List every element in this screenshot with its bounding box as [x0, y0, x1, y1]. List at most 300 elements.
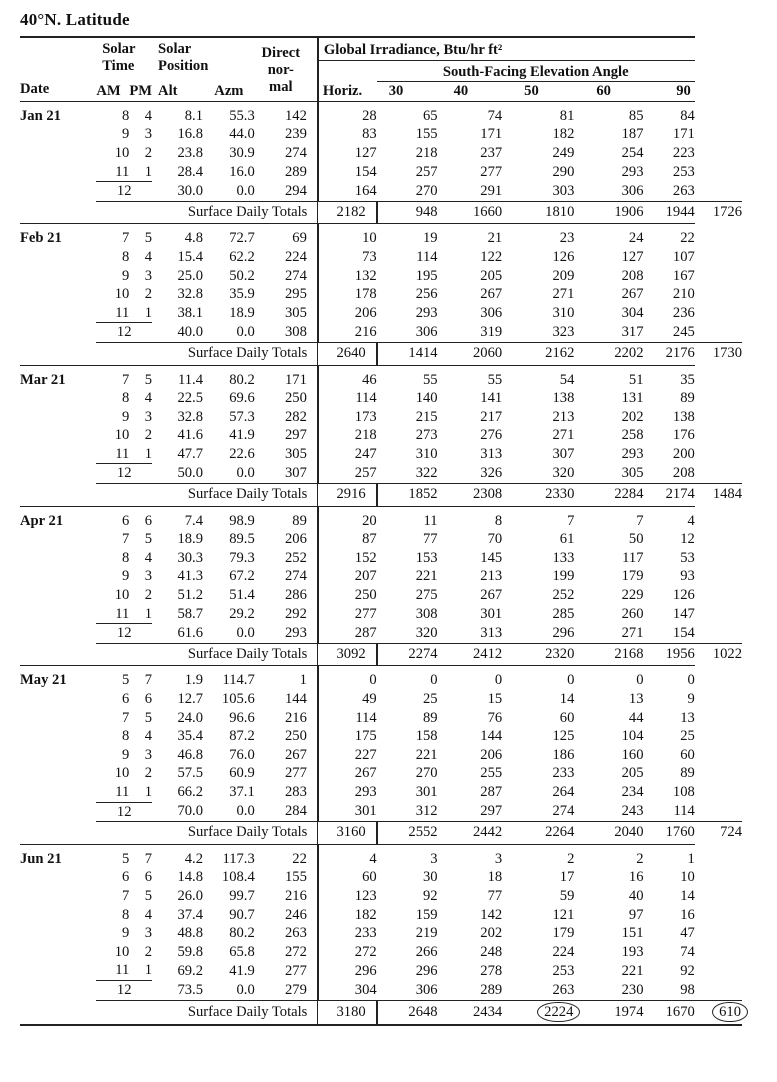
- value-cell: 114: [416, 248, 438, 265]
- total-value-cell: [695, 822, 742, 845]
- date-cell-empty: [20, 567, 96, 586]
- solar-irradiance-table: [20, 36, 742, 1026]
- value-cell: 22: [644, 224, 695, 248]
- value-cell: 90.7: [229, 906, 255, 923]
- value-cell: 53: [680, 549, 695, 566]
- value-cell: 60.9: [229, 765, 255, 782]
- table-row: [20, 125, 742, 144]
- value-cell: 0.0: [236, 182, 255, 199]
- value-cell: 171: [255, 365, 318, 389]
- date-cell-empty: [20, 822, 96, 845]
- value-cell: 19: [377, 224, 438, 248]
- table-row-totals: [20, 484, 742, 507]
- total-value-cell: [574, 201, 643, 224]
- value-cell: 193: [621, 943, 644, 960]
- value-cell: 30: [422, 869, 438, 886]
- value-cell: 208: [672, 465, 695, 482]
- value-cell: 22: [255, 844, 318, 868]
- total-value: 2434: [472, 1003, 503, 1020]
- value-cell: 4: [644, 506, 695, 530]
- total-value: 2274: [408, 645, 438, 662]
- value-cell: 55: [377, 365, 438, 389]
- table-row: [20, 567, 742, 586]
- table-title: 40°N. Latitude: [20, 10, 130, 29]
- value-cell: 6: [144, 869, 153, 886]
- value-cell: 4: [129, 101, 152, 125]
- table-row: [20, 887, 742, 906]
- value-cell: 217: [480, 408, 503, 425]
- value-cell: 89: [422, 709, 438, 726]
- table-row: [20, 709, 742, 728]
- value-cell: 301: [480, 605, 503, 622]
- value-cell: 122: [480, 248, 503, 265]
- value-cell: 218: [318, 426, 377, 445]
- value-cell: 127: [318, 144, 377, 163]
- value-cell: 108.4: [221, 869, 255, 886]
- value-cell: 89.5: [229, 531, 255, 548]
- date-cell-empty: [20, 285, 96, 304]
- value-cell: 267: [480, 286, 503, 303]
- total-value: 2182: [336, 203, 366, 220]
- table-row: [20, 365, 742, 389]
- value-cell: 60: [680, 746, 695, 763]
- value-cell: 40.0: [177, 324, 203, 341]
- value-cell: 199: [552, 568, 575, 585]
- value-cell: 8.1: [152, 101, 203, 125]
- value-cell: 266: [415, 943, 438, 960]
- value-cell: 74: [438, 101, 503, 125]
- value-cell: 51: [574, 365, 643, 389]
- value-cell: 236: [672, 304, 695, 321]
- value-cell: 23: [502, 224, 574, 248]
- date-cell-empty: [20, 484, 96, 507]
- value-cell: 80.2: [229, 925, 255, 942]
- totals-label: Surface Daily Totals: [96, 484, 318, 507]
- total-value-cell: [438, 1000, 503, 1025]
- value-cell: 138: [552, 390, 575, 407]
- value-cell: 179: [621, 568, 644, 585]
- table-row: [20, 163, 742, 182]
- value-cell: 126: [672, 587, 695, 604]
- value-cell: 227: [318, 746, 377, 765]
- value-cell: 99.7: [229, 887, 255, 904]
- total-value: 1974: [614, 1003, 644, 1020]
- value-cell: 114: [318, 709, 377, 728]
- total-value: 1670: [665, 1003, 695, 1020]
- total-value: 2320: [545, 645, 575, 662]
- total-value-cell: [318, 1000, 377, 1025]
- value-cell: 250: [318, 586, 377, 605]
- value-cell: 2: [144, 286, 153, 303]
- header-date: Date: [20, 37, 96, 101]
- value-cell: 57.5: [177, 765, 203, 782]
- value-cell: 2: [144, 144, 153, 161]
- value-cell: 60: [318, 868, 377, 887]
- value-cell: 51.4: [229, 587, 255, 604]
- value-cell: 8: [96, 101, 129, 125]
- value-cell: 164: [318, 182, 377, 202]
- total-value-cell: [695, 1000, 742, 1025]
- value-cell: 187: [621, 126, 644, 143]
- value-cell: 3: [144, 746, 153, 763]
- total-value: 1660: [472, 203, 503, 220]
- date-cell: Apr 21: [20, 506, 96, 530]
- value-cell: 224: [552, 943, 575, 960]
- value-cell: 304: [621, 304, 644, 321]
- date-cell-empty: [20, 464, 96, 484]
- value-cell: 247: [318, 445, 377, 464]
- value-cell: 202: [621, 408, 644, 425]
- value-cell: 213: [552, 408, 575, 425]
- value-cell: 65.8: [229, 943, 255, 960]
- total-value: 3160: [336, 824, 366, 841]
- value-cell: 126: [552, 248, 575, 265]
- value-cell: 104: [621, 728, 644, 745]
- value-cell: 239: [284, 126, 307, 143]
- value-cell: 303: [552, 182, 575, 199]
- value-cell: 108: [672, 784, 695, 801]
- value-cell: 97: [628, 906, 644, 923]
- value-cell: 313: [480, 624, 503, 641]
- value-cell: 4.2: [152, 844, 203, 868]
- table-row-noon: [20, 182, 742, 202]
- value-cell: 114.7: [203, 666, 255, 690]
- date-cell-empty: [20, 267, 96, 286]
- total-value: 724: [720, 824, 742, 841]
- value-cell: 70: [487, 531, 503, 548]
- value-cell: 256: [415, 286, 438, 303]
- value-cell: 127: [621, 248, 644, 265]
- value-cell: 171: [480, 126, 503, 143]
- value-cell: 273: [415, 427, 438, 444]
- value-cell: 301: [415, 784, 438, 801]
- table-row: [20, 445, 742, 464]
- value-cell: 41.6: [177, 427, 203, 444]
- value-cell: 47: [680, 925, 695, 942]
- table-row: [20, 764, 742, 783]
- value-cell: 3: [144, 408, 153, 425]
- value-cell: 8: [438, 506, 503, 530]
- total-value-cell: [574, 1000, 643, 1025]
- value-cell: 243: [621, 803, 644, 820]
- noon-label: 12: [116, 465, 132, 482]
- value-cell: 213: [480, 568, 503, 585]
- value-cell: 23.8: [177, 144, 203, 161]
- value-cell: 6: [144, 691, 153, 707]
- value-cell: 40: [628, 887, 644, 904]
- table-row-totals: [20, 342, 742, 365]
- value-cell: 206: [318, 304, 377, 323]
- value-cell: 8: [122, 728, 130, 745]
- total-value: 2308: [472, 486, 503, 503]
- value-cell: 1: [644, 844, 695, 868]
- value-cell: 15.4: [177, 248, 203, 265]
- table-row: [20, 530, 742, 549]
- table-row: [20, 304, 742, 323]
- value-cell: 221: [415, 568, 438, 585]
- value-cell: 323: [552, 324, 575, 341]
- value-cell: 9: [122, 408, 130, 425]
- date-cell-empty: [20, 727, 96, 746]
- header-angle-30: 30: [388, 83, 404, 100]
- header-angle-40: 40: [453, 83, 469, 100]
- value-cell: 25: [422, 691, 438, 707]
- value-cell: 306: [621, 182, 644, 199]
- value-cell: 250: [284, 728, 307, 745]
- value-cell: 107: [672, 248, 695, 265]
- value-cell: 4: [144, 549, 153, 566]
- header-angle-90: 90: [676, 83, 691, 100]
- date-cell-empty: [20, 906, 96, 925]
- date-cell-empty: [20, 408, 96, 427]
- date-cell-empty: [20, 624, 96, 644]
- value-cell: 294: [284, 182, 307, 199]
- date-cell-empty: [20, 802, 96, 822]
- value-cell: 167: [672, 267, 695, 284]
- value-cell: 274: [284, 267, 307, 284]
- value-cell: 286: [284, 587, 307, 604]
- value-cell: 79.3: [229, 549, 255, 566]
- value-cell: 3: [144, 126, 153, 143]
- value-cell: 76.0: [229, 746, 255, 763]
- value-cell: 145: [480, 549, 503, 566]
- date-cell: May 21: [20, 666, 96, 690]
- total-value-cell: [644, 342, 695, 365]
- header-horiz: Horiz.: [318, 82, 377, 102]
- value-cell: 0: [502, 666, 574, 690]
- total-value: 1414: [408, 344, 438, 361]
- date-cell-empty: [20, 605, 96, 624]
- value-cell: 271: [552, 427, 575, 444]
- value-cell: 195: [415, 267, 438, 284]
- table-row: [20, 605, 742, 624]
- value-cell: 11: [96, 445, 129, 464]
- date-cell-empty: [20, 783, 96, 802]
- value-cell: 17: [559, 869, 575, 886]
- total-value: 2552: [408, 824, 438, 841]
- value-cell: 10: [114, 943, 130, 960]
- date-cell-empty: [20, 980, 96, 1000]
- value-cell: 8: [122, 390, 130, 407]
- value-cell: 87.2: [229, 728, 255, 745]
- header-solar-position: Solar Position: [152, 37, 255, 82]
- value-cell: 215: [415, 408, 438, 425]
- value-cell: 25: [680, 728, 695, 745]
- value-cell: 277: [284, 765, 307, 782]
- value-cell: 73: [318, 248, 377, 267]
- value-cell: 3: [144, 925, 153, 942]
- noon-label: 12: [116, 324, 132, 341]
- value-cell: 270: [415, 182, 438, 199]
- value-cell: 216: [284, 887, 307, 904]
- value-cell: 61.6: [177, 624, 203, 641]
- value-cell: 209: [552, 267, 575, 284]
- value-cell: 93: [680, 568, 695, 585]
- value-cell: 4: [144, 906, 153, 923]
- value-cell: 60: [559, 709, 575, 726]
- total-value-cell: [644, 484, 695, 507]
- value-cell: 18: [487, 869, 503, 886]
- value-cell: 35.4: [177, 728, 203, 745]
- value-cell: 267: [284, 746, 307, 763]
- value-cell: 131: [621, 390, 644, 407]
- value-cell: 5: [144, 709, 153, 726]
- total-value-cell: [695, 201, 742, 224]
- total-value-cell: [438, 484, 503, 507]
- value-cell: 77: [487, 887, 503, 904]
- table-row: [20, 248, 742, 267]
- table-row: [20, 586, 742, 605]
- total-value-cell: [318, 484, 377, 507]
- value-cell: 61: [559, 531, 575, 548]
- value-cell: 41.3: [177, 568, 203, 585]
- date-cell-empty: [20, 144, 96, 163]
- date-cell-empty: [20, 248, 96, 267]
- total-value-cell: [438, 822, 503, 845]
- table-row: [20, 224, 742, 248]
- total-value-cell: [695, 643, 742, 666]
- total-value-cell: [438, 201, 503, 224]
- value-cell: 178: [318, 285, 377, 304]
- total-value-cell: [438, 342, 503, 365]
- table-row: [20, 408, 742, 427]
- value-cell: 0.0: [236, 803, 255, 820]
- date-cell-empty: [20, 201, 96, 224]
- value-cell: 29.2: [229, 605, 255, 622]
- value-cell: 58.7: [177, 605, 203, 622]
- value-cell: 2: [144, 765, 153, 782]
- date-cell-empty: [20, 530, 96, 549]
- total-value-cell: [377, 342, 438, 365]
- table-row: [20, 727, 742, 746]
- value-cell: 233: [552, 765, 575, 782]
- value-cell: 3: [377, 844, 438, 868]
- total-value: 2060: [472, 344, 503, 361]
- value-cell: 263: [284, 925, 307, 942]
- value-cell: 114: [318, 389, 377, 408]
- value-cell: 221: [621, 962, 644, 979]
- value-cell: 274: [284, 568, 307, 585]
- value-cell: 293: [621, 446, 644, 463]
- date-cell-empty: [20, 690, 96, 709]
- value-cell: 92: [680, 962, 695, 979]
- value-cell: 206: [284, 531, 307, 548]
- value-cell: 176: [672, 427, 695, 444]
- value-cell: 317: [621, 324, 644, 341]
- value-cell: 121: [552, 906, 575, 923]
- value-cell: 47.7: [177, 446, 203, 463]
- value-cell: 260: [621, 605, 644, 622]
- header-am: AM: [96, 82, 129, 102]
- value-cell: 7: [96, 224, 129, 248]
- table-row-totals: [20, 822, 742, 845]
- table-row: [20, 746, 742, 765]
- date-cell-empty: [20, 943, 96, 962]
- total-value-cell: [318, 342, 377, 365]
- value-cell: 307: [284, 465, 307, 482]
- value-cell: 32.8: [177, 286, 203, 303]
- header-azm: Azm: [203, 82, 255, 102]
- total-value-cell: [502, 484, 574, 507]
- total-value: 2412: [472, 645, 503, 662]
- value-cell: 4: [144, 390, 153, 407]
- value-cell: 0: [438, 666, 503, 690]
- value-cell: 5: [144, 531, 153, 548]
- value-cell: 16: [680, 906, 695, 923]
- value-cell: 2: [144, 943, 153, 960]
- date-cell-empty: [20, 163, 96, 182]
- value-cell: 175: [318, 727, 377, 746]
- table-row-totals: [20, 201, 742, 224]
- value-cell: 55.3: [203, 101, 255, 125]
- total-value: 2162: [545, 344, 575, 361]
- total-value-cell: [644, 822, 695, 845]
- value-cell: 152: [318, 549, 377, 568]
- value-cell: 76: [487, 709, 503, 726]
- value-cell: 73.5: [177, 981, 203, 998]
- total-value-cell: [377, 643, 438, 666]
- value-cell: 306: [480, 304, 503, 321]
- date-cell: Jan 21: [20, 101, 96, 125]
- table-row-noon: [20, 980, 742, 1000]
- value-cell: 1: [255, 666, 318, 690]
- value-cell: 293: [415, 304, 438, 321]
- total-value: 1944: [665, 203, 695, 220]
- value-cell: 283: [284, 784, 307, 801]
- value-cell: 2: [144, 587, 153, 604]
- value-cell: 0: [318, 666, 377, 690]
- value-cell: 296: [415, 962, 438, 979]
- value-cell: 72.7: [203, 224, 255, 248]
- value-cell: 69.6: [229, 390, 255, 407]
- value-cell: 182: [318, 906, 377, 925]
- date-cell-empty: [20, 643, 96, 666]
- value-cell: 10: [114, 427, 130, 444]
- value-cell: 1: [129, 961, 152, 980]
- date-cell-empty: [20, 764, 96, 783]
- total-value: 2284: [614, 486, 644, 503]
- header-direct-normal: Direct nor-mal: [255, 37, 318, 101]
- value-cell: 313: [480, 446, 503, 463]
- value-cell: 30.0: [177, 182, 203, 199]
- value-cell: 200: [672, 446, 695, 463]
- value-cell: 253: [552, 962, 575, 979]
- value-cell: 38.1: [177, 304, 203, 321]
- value-cell: 155: [284, 869, 307, 886]
- table-row: [20, 389, 742, 408]
- value-cell: 289: [284, 163, 307, 180]
- value-cell: 70.0: [177, 803, 203, 820]
- value-cell: 59: [559, 887, 575, 904]
- date-cell-empty: [20, 304, 96, 323]
- total-value: 1730: [712, 345, 742, 362]
- value-cell: 293: [621, 163, 644, 180]
- value-cell: 18.9: [177, 531, 203, 548]
- value-cell: 0: [644, 666, 695, 690]
- value-cell: 296: [552, 624, 575, 641]
- value-cell: 10: [114, 587, 130, 604]
- value-cell: 9: [122, 267, 130, 284]
- total-value: 1760: [665, 824, 695, 841]
- date-cell-empty: [20, 924, 96, 943]
- value-cell: 218: [415, 144, 438, 161]
- value-cell: 7: [122, 887, 130, 904]
- value-cell: 85: [574, 101, 643, 125]
- value-cell: 49: [318, 690, 377, 709]
- table-body: [20, 101, 742, 1025]
- table-row: [20, 906, 742, 925]
- value-cell: 8: [122, 248, 130, 265]
